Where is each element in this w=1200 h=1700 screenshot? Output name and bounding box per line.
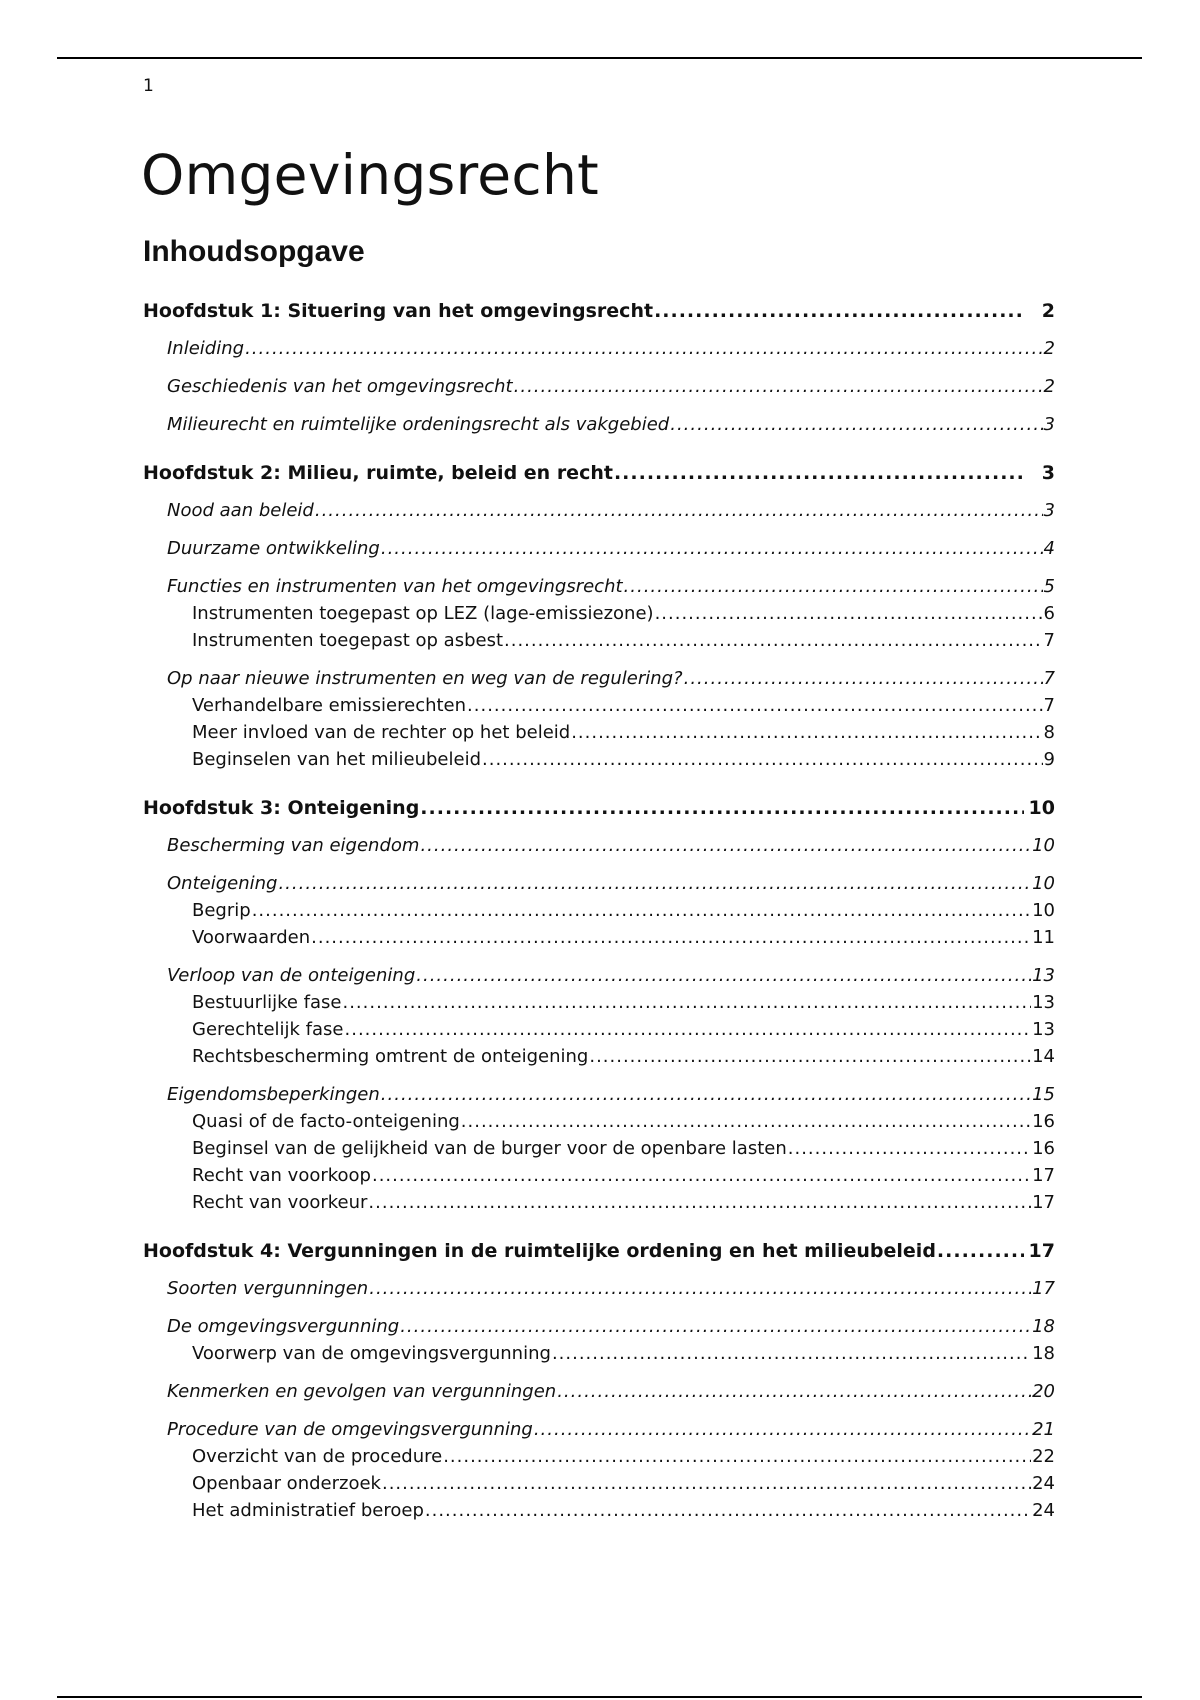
toc-dot-leader (400, 1314, 1031, 1340)
toc-dot-leader (345, 1016, 1032, 1043)
toc-entry-page: 22 (1032, 1446, 1055, 1467)
toc-entry-level-3[interactable] (143, 1189, 1055, 1216)
toc-entry-level-3[interactable] (143, 746, 1055, 773)
toc-entry-text: Instrumenten toegepast op LEZ (lage-emissiezone) (192, 603, 654, 624)
toc-dot-leader (684, 666, 1043, 692)
toc-entry-text: Hoofdstuk 2: Milieu, ruimte, beleid en recht (143, 462, 613, 484)
toc-entry-level-1[interactable] (143, 1238, 1055, 1264)
toc-entry-page: 15 (1032, 1084, 1055, 1105)
toc-entry-page: 7 (1043, 695, 1055, 716)
toc-entry-page: 9 (1043, 749, 1055, 770)
toc-entry-text: Bestuurlijke fase (192, 992, 342, 1013)
toc-dot-leader (614, 460, 1024, 486)
toc-dot-leader (670, 412, 1042, 438)
toc-entry-text: Verloop van de onteigening (167, 965, 416, 986)
toc-dot-leader (461, 1108, 1031, 1135)
toc-entry-level-2[interactable] (143, 412, 1055, 438)
toc-dot-leader (420, 795, 1024, 821)
toc-entry-page: 2 (1043, 338, 1055, 359)
table-of-contents (143, 298, 1055, 1524)
toc-entry-page: 6 (1043, 603, 1055, 624)
toc-dot-leader (420, 833, 1031, 859)
toc-entry-page: 16 (1032, 1138, 1055, 1159)
toc-entry-level-2[interactable] (143, 1276, 1055, 1302)
toc-entry-page: 7 (1043, 630, 1055, 651)
toc-entry-page: 10 (1032, 835, 1055, 856)
toc-entry-level-2[interactable] (143, 498, 1055, 524)
toc-entry-page: 13 (1032, 1019, 1055, 1040)
toc-entry-text: Rechtsbescherming omtrent de onteigening (192, 1046, 589, 1067)
toc-entry-level-2[interactable] (143, 574, 1055, 600)
toc-entry-text: Hoofdstuk 1: Situering van het omgevingsrecht (143, 300, 654, 322)
toc-entry-level-3[interactable] (143, 719, 1055, 746)
toc-dot-leader (937, 1238, 1024, 1264)
toc-dot-leader (552, 1340, 1031, 1367)
toc-entry-text: Bescherming van eigendom (167, 835, 420, 856)
toc-entry-level-3[interactable] (143, 692, 1055, 719)
toc-dot-leader (467, 692, 1043, 719)
toc-entry-text: Eigendomsbeperkingen (167, 1084, 380, 1105)
toc-entry-text: Voorwerp van de omgevingsvergunning (192, 1343, 551, 1364)
toc-entry-level-2[interactable] (143, 666, 1055, 692)
footer-rule (57, 1696, 1142, 1698)
toc-dot-leader (589, 1043, 1031, 1070)
toc-entry-page: 21 (1032, 1419, 1055, 1440)
header-rule (57, 57, 1142, 59)
toc-entry-level-3[interactable] (143, 1135, 1055, 1162)
toc-entry-level-2[interactable] (143, 871, 1055, 897)
toc-entry-page: 10 (1028, 797, 1055, 819)
toc-entry-level-3[interactable] (143, 924, 1055, 951)
toc-entry-text: Nood aan beleid (167, 500, 314, 521)
toc-entry-text: Instrumenten toegepast op asbest (192, 630, 504, 651)
toc-entry-level-3[interactable] (143, 897, 1055, 924)
toc-dot-leader (369, 1276, 1031, 1302)
toc-entry-text: Overzicht van de procedure (192, 1446, 443, 1467)
toc-entry-page: 24 (1032, 1473, 1055, 1494)
toc-entry-level-3[interactable] (143, 1497, 1055, 1524)
toc-entry-level-2[interactable] (143, 1417, 1055, 1443)
toc-entry-page: 3 (1041, 462, 1055, 484)
toc-entry-text: Gerechtelijk fase (192, 1019, 344, 1040)
toc-entry-text: Meer invloed van de rechter op het beleid (192, 722, 571, 743)
toc-entry-level-3[interactable] (143, 1043, 1055, 1070)
toc-entry-page: 14 (1032, 1046, 1055, 1067)
toc-entry-level-2[interactable] (143, 963, 1055, 989)
toc-entry-level-2[interactable] (143, 833, 1055, 859)
toc-entry-level-3[interactable] (143, 600, 1055, 627)
toc-dot-leader (571, 719, 1042, 746)
toc-entry-text: Voorwaarden (192, 927, 311, 948)
toc-dot-leader (514, 374, 1043, 400)
toc-dot-leader (311, 924, 1031, 951)
toc-entry-page: 8 (1043, 722, 1055, 743)
toc-dot-leader (504, 627, 1043, 654)
toc-entry-page: 3 (1043, 414, 1055, 435)
toc-entry-text: De omgevingsvergunning (167, 1316, 400, 1337)
toc-heading: Inhoudsopgave (143, 235, 365, 268)
toc-dot-leader (252, 897, 1031, 924)
toc-entry-text: Recht van voorkeur (192, 1192, 368, 1213)
toc-entry-page: 18 (1032, 1343, 1055, 1364)
toc-entry-level-2[interactable] (143, 536, 1055, 562)
toc-entry-text: Functies en instrumenten van het omgevingsrecht (167, 576, 623, 597)
toc-entry-level-1[interactable] (143, 298, 1055, 324)
toc-dot-leader (425, 1497, 1031, 1524)
toc-entry-level-3[interactable] (143, 989, 1055, 1016)
toc-dot-leader (381, 1082, 1031, 1108)
toc-dot-leader (534, 1417, 1031, 1443)
toc-entry-text: Quasi of de facto-onteigening (192, 1111, 460, 1132)
toc-dot-leader (655, 600, 1043, 627)
toc-entry-level-2[interactable] (143, 374, 1055, 400)
toc-entry-text: Kenmerken en gevolgen van vergunningen (167, 1381, 557, 1402)
toc-entry-page: 7 (1043, 668, 1055, 689)
toc-entry-level-3[interactable] (143, 1016, 1055, 1043)
toc-entry-level-3[interactable] (143, 1443, 1055, 1470)
toc-dot-leader (278, 871, 1031, 897)
toc-entry-page: 10 (1032, 873, 1055, 894)
toc-entry-page: 13 (1032, 992, 1055, 1013)
toc-entry-page: 11 (1032, 927, 1055, 948)
toc-entry-page: 3 (1043, 500, 1055, 521)
toc-entry-page: 13 (1032, 965, 1055, 986)
toc-entry-page: 5 (1043, 576, 1055, 597)
toc-entry-page: 18 (1032, 1316, 1055, 1337)
toc-dot-leader (342, 989, 1031, 1016)
toc-dot-leader (368, 1189, 1031, 1216)
toc-dot-leader (315, 498, 1043, 524)
toc-entry-text: Beginselen van het milieubeleid (192, 749, 482, 770)
toc-entry-text: Soorten vergunningen (167, 1278, 369, 1299)
toc-entry-page: 16 (1032, 1111, 1055, 1132)
toc-entry-text: Verhandelbare emissierechten (192, 695, 467, 716)
document-title: Omgevingsrecht (141, 143, 599, 207)
toc-entry-text: Hoofdstuk 4: Vergunningen in de ruimtelijke ordening en het milieubeleid (143, 1240, 936, 1262)
toc-dot-leader (624, 574, 1043, 600)
toc-dot-leader (443, 1443, 1031, 1470)
toc-entry-text: Inleiding (167, 338, 245, 359)
toc-dot-leader (557, 1379, 1031, 1405)
toc-entry-text: Duurzame ontwikkeling (167, 538, 380, 559)
toc-entry-page: 2 (1041, 300, 1055, 322)
toc-entry-text: Hoofdstuk 3: Onteigening (143, 797, 420, 819)
toc-entry-page: 4 (1043, 538, 1055, 559)
toc-entry-page: 17 (1032, 1192, 1055, 1213)
toc-dot-leader (482, 746, 1043, 773)
toc-entry-page: 17 (1032, 1278, 1055, 1299)
toc-entry-page: 17 (1028, 1240, 1055, 1262)
toc-entry-page: 10 (1032, 900, 1055, 921)
toc-dot-leader (372, 1162, 1031, 1189)
toc-entry-text: Beginsel van de gelijkheid van de burger voor de openbare lasten (192, 1138, 787, 1159)
toc-entry-level-2[interactable] (143, 1314, 1055, 1340)
toc-entry-level-3[interactable] (143, 627, 1055, 654)
toc-entry-level-3[interactable] (143, 1340, 1055, 1367)
toc-entry-level-2[interactable] (143, 1082, 1055, 1108)
toc-entry-level-3[interactable] (143, 1470, 1055, 1497)
toc-entry-page: 2 (1043, 376, 1055, 397)
toc-entry-text: Milieurecht en ruimtelijke ordeningsrecht als vakgebied (167, 414, 670, 435)
toc-dot-leader (381, 536, 1043, 562)
toc-entry-page: 20 (1032, 1381, 1055, 1402)
toc-entry-page: 17 (1032, 1165, 1055, 1186)
toc-dot-leader (654, 298, 1024, 324)
toc-entry-text: Begrip (192, 900, 251, 921)
toc-entry-level-3[interactable] (143, 1108, 1055, 1135)
toc-dot-leader (788, 1135, 1031, 1162)
toc-entry-level-1[interactable] (143, 460, 1055, 486)
toc-entry-level-3[interactable] (143, 1162, 1055, 1189)
toc-entry-text: Procedure van de omgevingsvergunning (167, 1419, 533, 1440)
toc-dot-leader (416, 963, 1031, 989)
toc-entry-text: Geschiedenis van het omgevingsrecht (167, 376, 513, 397)
toc-dot-leader (382, 1470, 1031, 1497)
toc-entry-text: Op naar nieuwe instrumenten en weg van de regulering? (167, 668, 683, 689)
page-number: 1 (143, 76, 154, 96)
toc-entry-level-2[interactable] (143, 336, 1055, 362)
toc-dot-leader (245, 336, 1042, 362)
toc-entry-level-2[interactable] (143, 1379, 1055, 1405)
toc-entry-text: Onteigening (167, 873, 278, 894)
toc-entry-text: Het administratief beroep (192, 1500, 424, 1521)
toc-entry-level-1[interactable] (143, 795, 1055, 821)
toc-entry-page: 24 (1032, 1500, 1055, 1521)
toc-entry-text: Recht van voorkoop (192, 1165, 371, 1186)
toc-entry-text: Openbaar onderzoek (192, 1473, 381, 1494)
